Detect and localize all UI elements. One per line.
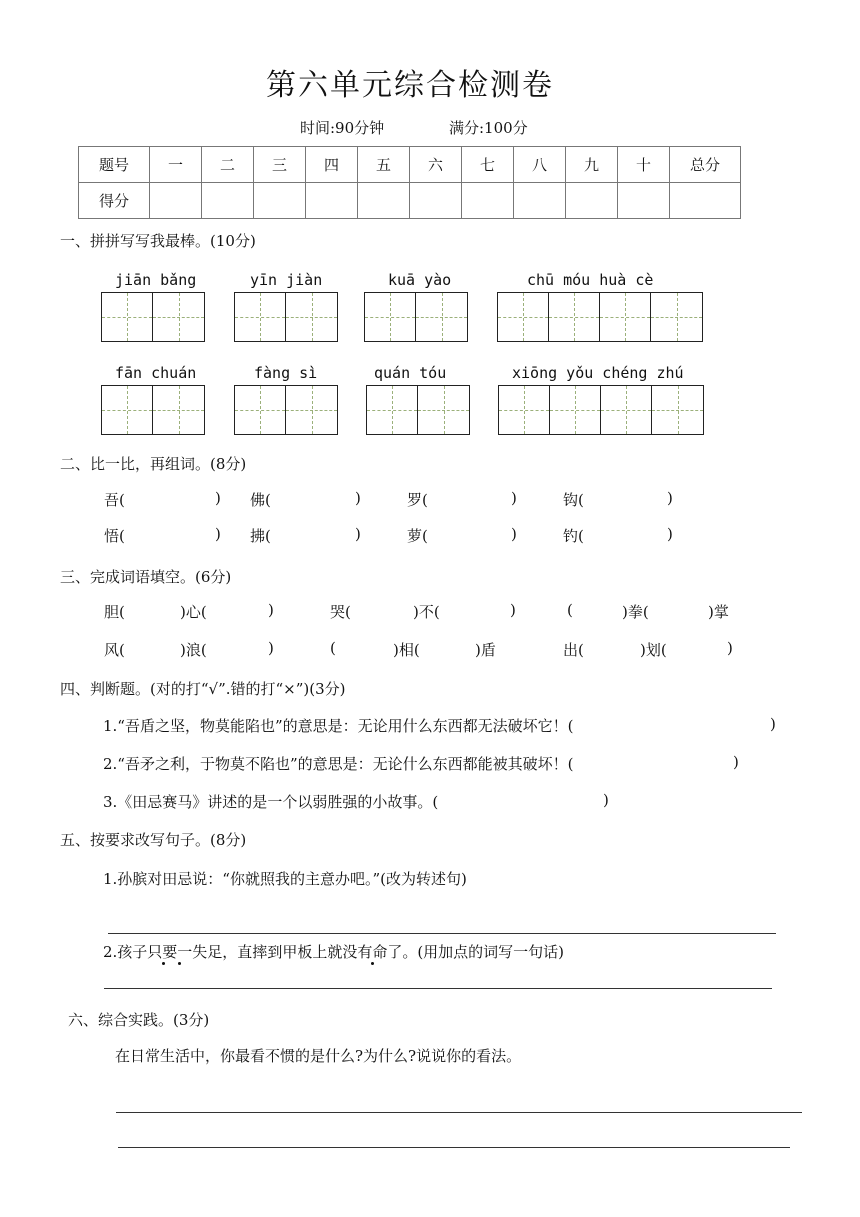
- section-1-heading: 一、拼拼写写我最棒。(10分): [60, 232, 256, 250]
- rewrite-question-2: 2.孩子只要一失足，直摔到甲板上就没有命了。(用加点的词写一句话): [103, 943, 565, 961]
- time-label: 时间:90分钟: [300, 119, 385, 137]
- compare-char: 悟(: [104, 527, 125, 545]
- score-table-score-row: [79, 183, 741, 219]
- answer-line[interactable]: [104, 988, 772, 989]
- full-score-label: 满分:100分: [449, 119, 528, 137]
- score-input-cell[interactable]: [566, 183, 618, 219]
- judgement-item: 1.“吾盾之坚，物莫能陷也”的意思是：无论用什么东西都无法破坏它！(: [103, 717, 574, 735]
- score-input-cell[interactable]: [670, 183, 741, 219]
- table-header-cell: 十: [618, 147, 670, 183]
- rewrite-question-1: 1.孙膑对田忌说：“你就照我的主意办吧。”(改为转述句): [103, 870, 467, 888]
- blank-close: ): [770, 715, 776, 733]
- idiom-part: 风(: [104, 641, 125, 659]
- emphasis-dot: [178, 962, 181, 965]
- score-input-cell[interactable]: [150, 183, 202, 219]
- idiom-part: ): [510, 601, 516, 619]
- table-header-cell: 八: [514, 147, 566, 183]
- blank-close: ): [733, 753, 739, 771]
- score-input-cell[interactable]: [410, 183, 462, 219]
- table-header-cell: 题号: [79, 147, 150, 183]
- emphasis-dot: [371, 962, 374, 965]
- compare-char: 吾(: [104, 491, 125, 509]
- blank-close: ): [355, 525, 361, 543]
- idiom-part: ): [268, 601, 274, 619]
- writing-grid[interactable]: [101, 385, 205, 435]
- blank-close: ): [215, 489, 221, 507]
- compare-char: 钓(: [563, 527, 584, 545]
- score-input-cell[interactable]: [462, 183, 514, 219]
- idiom-part: )盾: [475, 641, 496, 659]
- section-6-heading: 六、综合实践。(3分): [68, 1011, 210, 1029]
- section-3-heading: 三、完成词语填空。(6分): [60, 568, 232, 586]
- blank-close: ): [511, 489, 517, 507]
- score-input-cell[interactable]: [514, 183, 566, 219]
- pinyin-label: kuā yào: [388, 271, 452, 289]
- answer-line[interactable]: [118, 1147, 790, 1148]
- idiom-part: 出(: [563, 641, 584, 659]
- section-4-heading: 四、判断题。(对的打“√”.错的打“×”)(3分): [60, 680, 346, 698]
- writing-grid[interactable]: [364, 292, 468, 342]
- blank-close: ): [667, 489, 673, 507]
- writing-grid[interactable]: [366, 385, 470, 435]
- compare-char: 萝(: [407, 527, 428, 545]
- practice-prompt: 在日常生活中，你最看不惯的是什么?为什么?说说你的看法。: [115, 1047, 522, 1065]
- idiom-part: ): [268, 639, 274, 657]
- table-header-cell: 九: [566, 147, 618, 183]
- pinyin-label: chū móu huà cè: [527, 271, 654, 289]
- score-input-cell[interactable]: [254, 183, 306, 219]
- idiom-part: )掌: [708, 603, 729, 621]
- writing-grid[interactable]: [234, 385, 338, 435]
- score-input-cell[interactable]: [618, 183, 670, 219]
- table-header-cell: 一: [150, 147, 202, 183]
- compare-char: 拂(: [250, 527, 271, 545]
- answer-line[interactable]: [108, 933, 776, 934]
- emphasis-dot: [162, 962, 165, 965]
- section-2-heading: 二、比一比，再组词。(8分): [60, 455, 247, 473]
- idiom-part: (: [330, 639, 336, 657]
- writing-grid[interactable]: [498, 385, 704, 435]
- idiom-part: (: [567, 601, 573, 619]
- judgement-item: 2.“吾矛之利，于物莫不陷也”的意思是：无论什么东西都能被其破坏！(: [103, 755, 574, 773]
- table-header-cell: 七: [462, 147, 514, 183]
- writing-grid[interactable]: [101, 292, 205, 342]
- writing-grid[interactable]: [497, 292, 703, 342]
- score-input-cell[interactable]: [202, 183, 254, 219]
- table-header-cell: 四: [306, 147, 358, 183]
- blank-close: ): [355, 489, 361, 507]
- pinyin-label: quán tóu: [374, 364, 447, 382]
- judgement-item: 3.《田忌赛马》讲述的是一个以弱胜强的小故事。(: [103, 793, 439, 811]
- idiom-part: ): [727, 639, 733, 657]
- idiom-part: 哭(: [330, 603, 351, 621]
- compare-char: 罗(: [407, 491, 428, 509]
- score-row-label: 得分: [79, 183, 150, 219]
- idiom-part: )心(: [180, 603, 207, 621]
- blank-close: ): [511, 525, 517, 543]
- pinyin-label: fàng sì: [254, 364, 318, 382]
- pinyin-label: yīn jiàn: [250, 271, 323, 289]
- idiom-part: 胆(: [104, 603, 125, 621]
- page-title: 第六单元综合检测卷: [266, 68, 554, 103]
- compare-char: 钩(: [563, 491, 584, 509]
- blank-close: ): [667, 525, 673, 543]
- score-input-cell[interactable]: [306, 183, 358, 219]
- idiom-part: )相(: [393, 641, 420, 659]
- table-header-cell: 三: [254, 147, 306, 183]
- idiom-part: )拳(: [622, 603, 649, 621]
- idiom-part: )浪(: [180, 641, 207, 659]
- idiom-part: )不(: [413, 603, 440, 621]
- idiom-part: )划(: [640, 641, 667, 659]
- compare-char: 佛(: [250, 491, 271, 509]
- score-table: [78, 146, 741, 219]
- score-input-cell[interactable]: [358, 183, 410, 219]
- table-header-cell: 五: [358, 147, 410, 183]
- pinyin-label: xiōng yǒu chéng zhú: [512, 364, 684, 382]
- blank-close: ): [603, 791, 609, 809]
- table-header-cell: 二: [202, 147, 254, 183]
- score-table-header-row: [79, 147, 741, 183]
- blank-close: ): [215, 525, 221, 543]
- section-5-heading: 五、按要求改写句子。(8分): [60, 831, 247, 849]
- table-header-cell: 六: [410, 147, 462, 183]
- writing-grid[interactable]: [234, 292, 338, 342]
- answer-line[interactable]: [116, 1112, 802, 1113]
- table-header-cell: 总分: [670, 147, 741, 183]
- pinyin-label: jiān bǎng: [115, 271, 197, 289]
- pinyin-label: fān chuán: [115, 364, 197, 382]
